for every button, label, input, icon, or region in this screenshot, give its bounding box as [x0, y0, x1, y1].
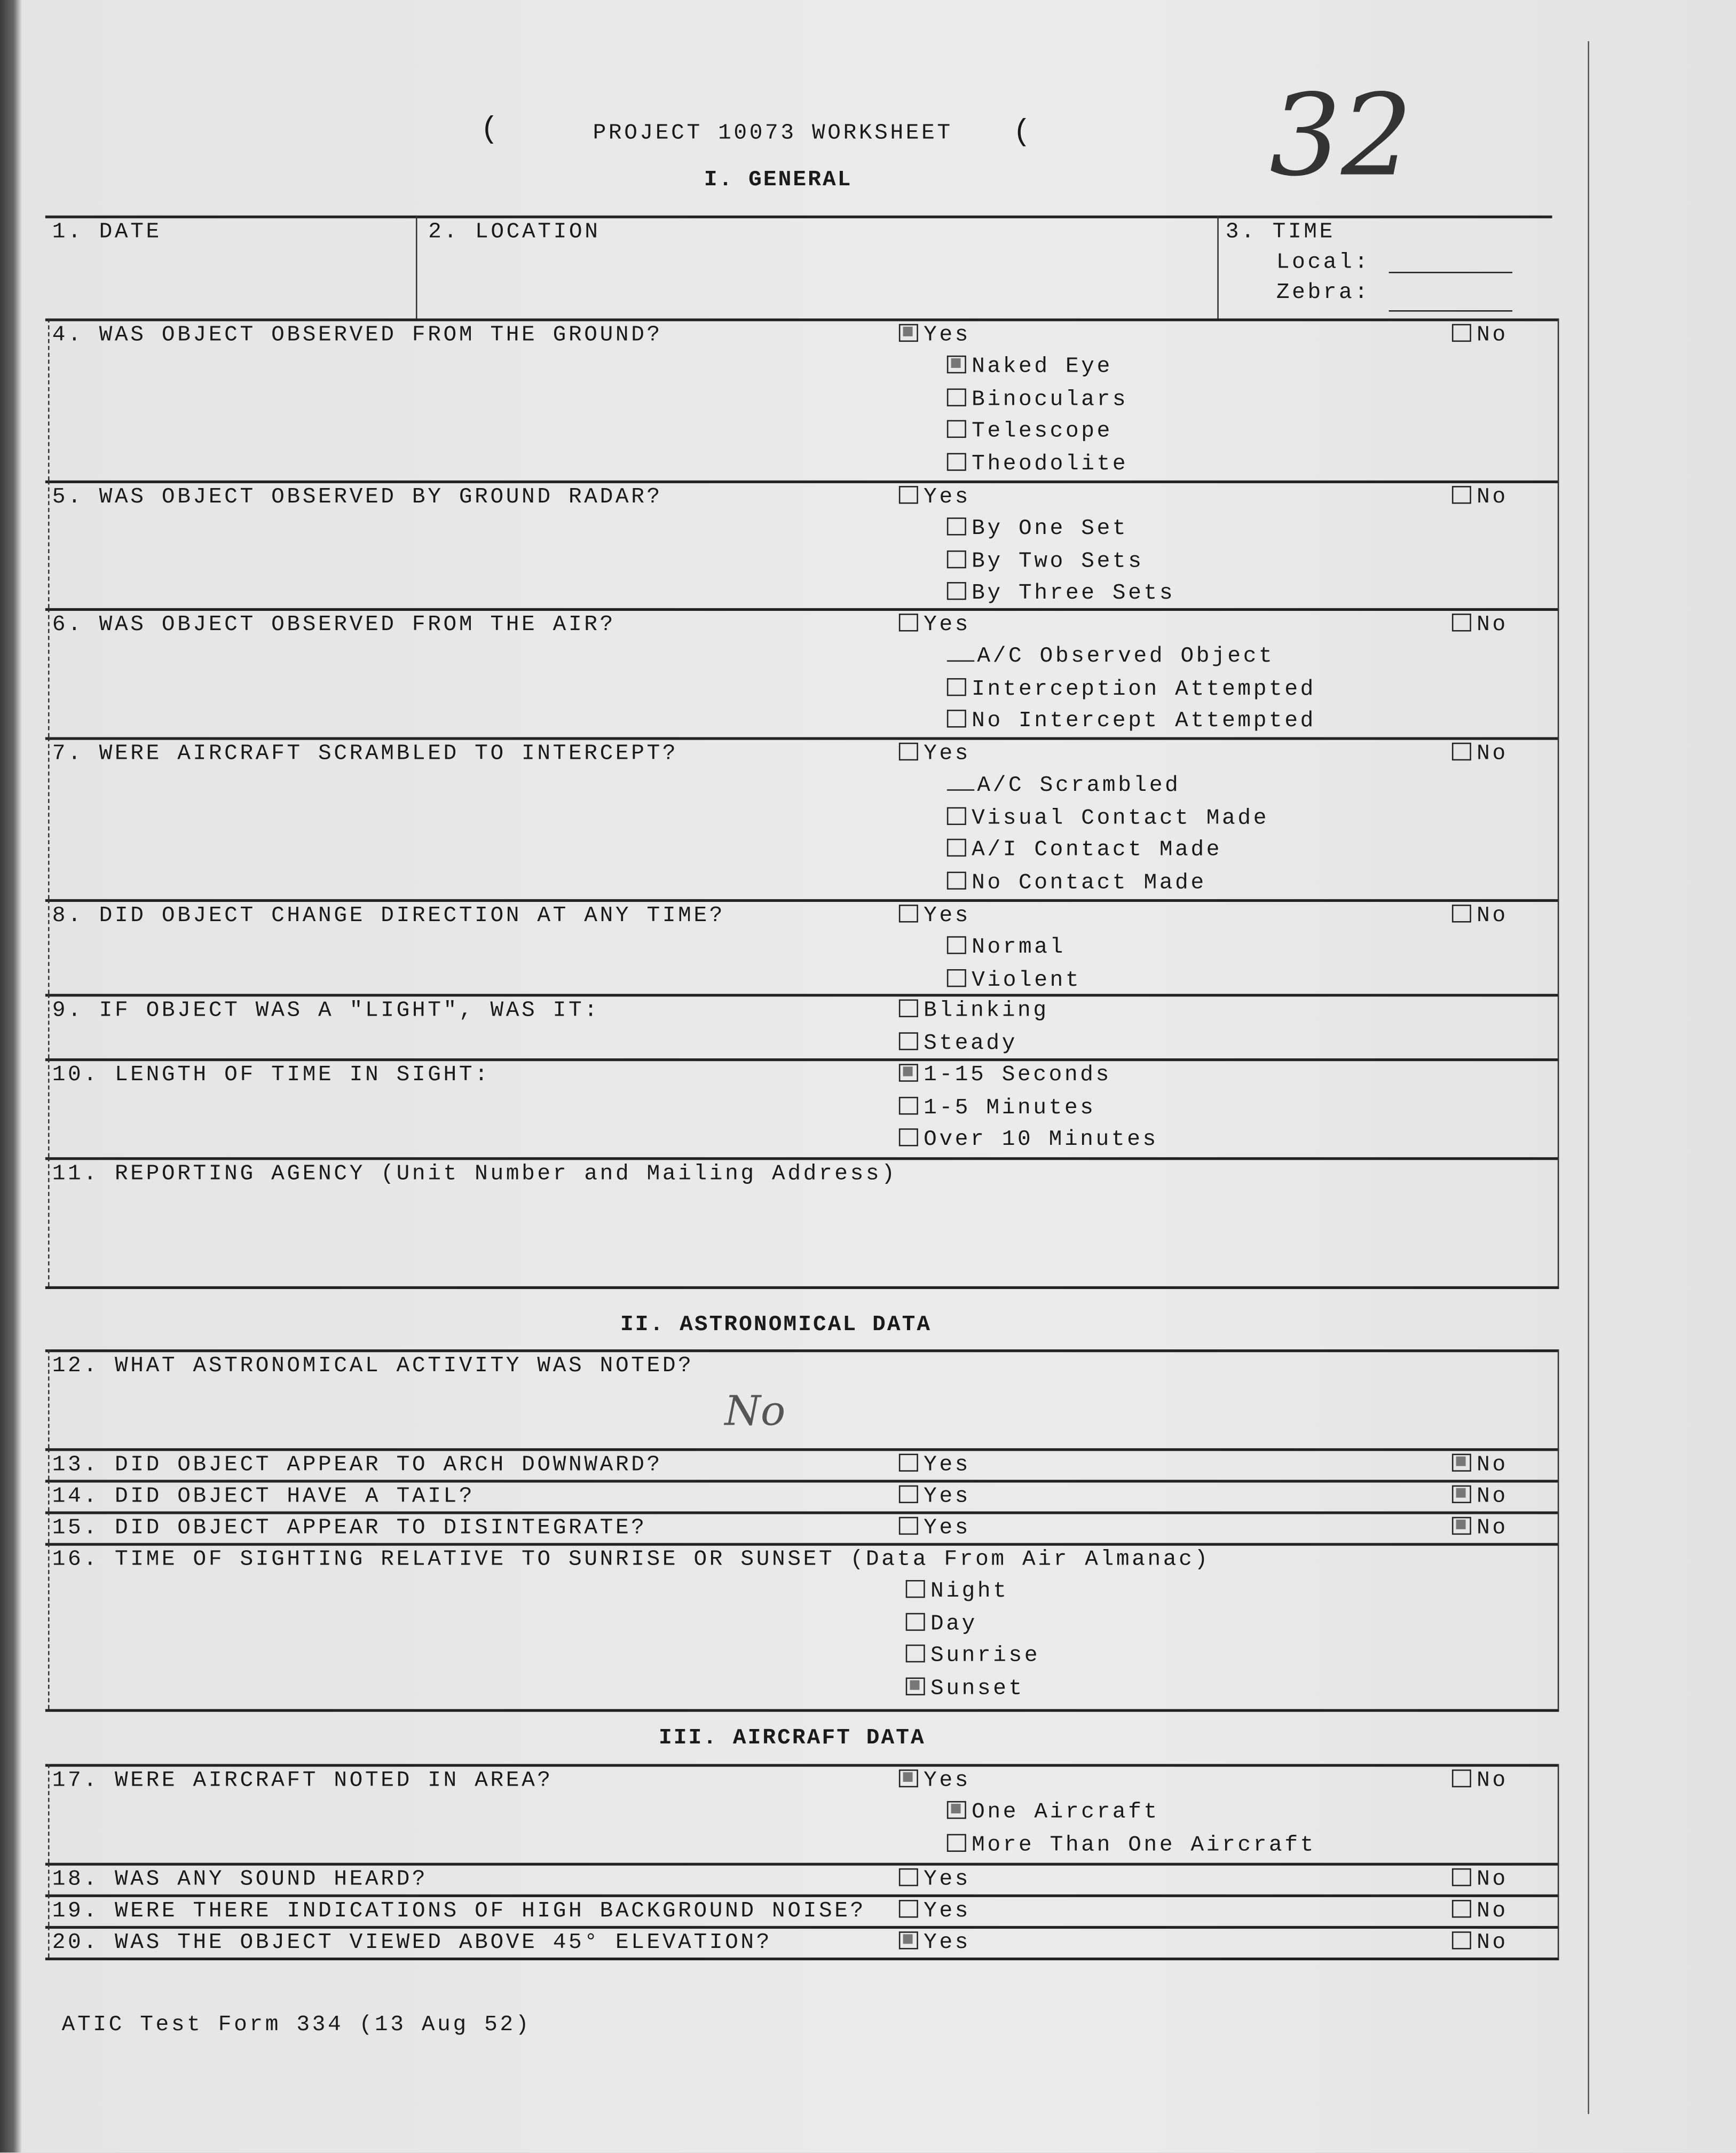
divider	[48, 737, 50, 899]
checkbox[interactable]	[947, 517, 966, 535]
no-checkbox[interactable]	[1452, 1898, 1508, 1923]
no-checkbox[interactable]	[1452, 741, 1508, 766]
question-text: WAS OBJECT OBSERVED BY GROUND RADAR?	[99, 484, 662, 509]
option-checkbox[interactable]	[899, 998, 1049, 1023]
paren-mark: (	[480, 112, 501, 147]
yes-checkbox[interactable]	[899, 1452, 970, 1477]
checkbox-label: Yes	[924, 1898, 971, 1923]
checkbox[interactable]	[899, 614, 918, 631]
yes-checkbox[interactable]	[899, 1768, 970, 1793]
checkbox-label: Normal	[972, 934, 1066, 960]
rule	[45, 737, 1559, 740]
checkbox-label: Yes	[924, 1930, 971, 1955]
question-17	[52, 1768, 553, 1793]
question-number: 6.	[52, 612, 84, 637]
yes-checkbox[interactable]	[899, 903, 970, 928]
checkbox[interactable]	[947, 871, 966, 889]
question-15	[52, 1515, 647, 1540]
checkbox[interactable]	[899, 743, 918, 760]
divider	[1558, 899, 1559, 994]
question-text: WAS ANY SOUND HEARD?	[114, 1867, 428, 1892]
rule	[45, 1448, 1559, 1451]
divider	[1558, 1349, 1559, 1448]
checkbox-label: Yes	[924, 1768, 971, 1793]
yes-checkbox[interactable]	[899, 741, 970, 766]
option-checkbox[interactable]	[947, 451, 1128, 476]
checkbox-label: One Aircraft	[972, 1800, 1159, 1825]
divider	[1558, 1764, 1559, 1863]
checkbox-label: Night	[930, 1578, 1009, 1604]
checkbox-label: A/I Contact Made	[972, 837, 1222, 862]
question-text: DID OBJECT CHANGE DIRECTION AT ANY TIME?	[99, 903, 725, 928]
divider	[416, 216, 417, 319]
rule	[45, 1895, 1559, 1897]
checkbox[interactable]	[1452, 486, 1471, 504]
checkbox[interactable]	[899, 324, 918, 342]
question-number: 7.	[52, 741, 84, 766]
checkbox[interactable]	[1452, 324, 1471, 342]
divider	[1558, 994, 1559, 1058]
divider	[48, 1511, 50, 1543]
checkbox-label: Day	[930, 1610, 977, 1636]
option-checkbox[interactable]	[899, 1063, 1111, 1087]
yes-checkbox[interactable]	[899, 323, 970, 347]
checkbox[interactable]	[899, 1517, 918, 1535]
handwritten-page-number: 32	[1269, 71, 1413, 202]
question-8	[52, 903, 725, 928]
divider	[48, 1926, 50, 1958]
question-number: 19.	[52, 1898, 99, 1923]
divider	[48, 1480, 50, 1511]
divider	[1558, 1448, 1559, 1480]
section-astronomical-heading: II. ASTRONOMICAL DATA	[620, 1312, 932, 1337]
question-19	[52, 1898, 866, 1923]
local-time-field[interactable]	[1389, 272, 1512, 273]
option-checkbox[interactable]	[947, 805, 1269, 830]
no-checkbox[interactable]	[1452, 1867, 1508, 1891]
checkbox-label: 1-5 Minutes	[924, 1095, 1096, 1120]
yes-checkbox[interactable]	[899, 612, 970, 637]
checkbox-label: Yes	[924, 323, 971, 348]
question-number: 18.	[52, 1867, 99, 1892]
option-checkbox[interactable]	[947, 935, 1066, 960]
question-text: WAS THE OBJECT VIEWED ABOVE 45° ELEVATION?	[114, 1930, 772, 1955]
option-checkbox[interactable]	[906, 1578, 1009, 1603]
no-checkbox[interactable]	[1452, 1484, 1508, 1508]
rule	[45, 1157, 1559, 1160]
checkbox-label: Yes	[924, 612, 971, 637]
option-checkbox[interactable]	[899, 1095, 1096, 1119]
checkbox[interactable]	[947, 356, 966, 373]
checkbox-label: No	[1477, 1930, 1508, 1955]
checkbox-label: Yes	[924, 1867, 971, 1892]
option-checkbox[interactable]	[899, 1030, 1017, 1055]
divider	[1217, 216, 1219, 319]
question-number: 8.	[52, 903, 84, 928]
option-checkbox[interactable]	[947, 354, 1112, 379]
divider	[48, 481, 50, 608]
checkbox-label: No	[1477, 1898, 1508, 1923]
checkbox[interactable]	[899, 1096, 918, 1114]
divider	[1558, 1926, 1559, 1958]
question-number: 12.	[52, 1353, 99, 1379]
zebra-time-field[interactable]	[1389, 310, 1512, 312]
question-number: 16.	[52, 1547, 99, 1572]
checkbox[interactable]	[899, 1128, 918, 1146]
checkbox-label: Visual Contact Made	[972, 805, 1269, 830]
option-checkbox[interactable]	[947, 676, 1316, 701]
time-label: 3. TIME	[1225, 219, 1335, 245]
question-text: TIME OF SIGHTING RELATIVE TO SUNRISE OR SUNSET (Data From Air Almanac)	[114, 1547, 1210, 1572]
divider	[48, 994, 50, 1058]
checkbox[interactable]	[899, 1032, 918, 1049]
rule	[45, 1349, 1559, 1352]
question-text: WERE AIRCRAFT NOTED IN AREA?	[114, 1768, 553, 1793]
checkbox[interactable]	[906, 1677, 925, 1694]
checkbox[interactable]	[899, 1900, 918, 1918]
checkbox-label: Over 10 Minutes	[924, 1127, 1158, 1152]
option-checkbox[interactable]	[947, 967, 1081, 992]
checkbox-label: No	[1477, 1867, 1508, 1892]
option-checkbox[interactable]	[906, 1643, 1040, 1668]
checkbox[interactable]	[1452, 1517, 1471, 1535]
checkbox[interactable]	[1452, 614, 1471, 631]
checkbox[interactable]	[947, 969, 966, 986]
paren-mark: (	[1013, 115, 1033, 150]
rule	[45, 1286, 1559, 1289]
checkbox-label: Naked Eye	[972, 354, 1112, 379]
checkbox[interactable]	[899, 1868, 918, 1886]
checkbox-label: No	[1477, 1515, 1508, 1541]
divider	[1558, 481, 1559, 608]
checkbox[interactable]	[1452, 1770, 1471, 1787]
rule	[45, 216, 1552, 218]
checkbox[interactable]	[899, 1453, 918, 1471]
rule	[45, 1863, 1559, 1866]
question-text: IF OBJECT WAS A "LIGHT", WAS IT:	[99, 997, 600, 1023]
option-checkbox[interactable]	[906, 1676, 1024, 1700]
question-number: 17.	[52, 1768, 99, 1793]
checkbox-label: Interception Attempted	[972, 676, 1316, 701]
rule	[45, 1480, 1559, 1482]
rule	[45, 481, 1559, 483]
option-checkbox[interactable]	[947, 773, 1181, 797]
checkbox[interactable]	[947, 936, 966, 954]
checkbox-label: No	[1477, 903, 1508, 928]
section-aircraft-heading: III. AIRCRAFT DATA	[658, 1725, 926, 1750]
rule	[45, 608, 1559, 611]
checkbox-label: No	[1477, 741, 1508, 766]
divider	[48, 608, 50, 737]
question-text: REPORTING AGENCY (Unit Number and Mailing Address)	[114, 1161, 897, 1186]
question-text: WHAT ASTRONOMICAL ACTIVITY WAS NOTED?	[114, 1353, 694, 1379]
yes-checkbox[interactable]	[899, 1867, 970, 1891]
yes-checkbox[interactable]	[899, 1898, 970, 1923]
checkbox[interactable]	[906, 1612, 925, 1630]
checkbox-label: By Two Sets	[972, 548, 1144, 573]
option-checkbox[interactable]	[947, 1800, 1159, 1824]
question-5	[52, 484, 662, 509]
question-12	[52, 1354, 694, 1378]
checkbox-label: Sunrise	[930, 1643, 1040, 1668]
yes-checkbox[interactable]	[899, 1930, 970, 1955]
zebra-time-label: Zebra:	[1276, 280, 1370, 305]
question-20	[52, 1930, 772, 1955]
divider	[1558, 1863, 1559, 1895]
checkbox-label: No	[1477, 1768, 1508, 1793]
checkbox-label: Yes	[924, 1452, 971, 1478]
checkbox-label: Blinking	[924, 997, 1049, 1023]
checkbox[interactable]	[906, 1580, 925, 1598]
question-6	[52, 612, 616, 637]
option-checkbox[interactable]	[906, 1611, 977, 1636]
no-checkbox[interactable]	[1452, 323, 1508, 347]
question-text: WERE AIRCRAFT SCRAMBLED TO INTERCEPT?	[99, 741, 678, 766]
divider	[1558, 1511, 1559, 1543]
divider	[1558, 1157, 1559, 1286]
question-9	[52, 998, 600, 1023]
question-number: 15.	[52, 1515, 99, 1541]
question-number: 14.	[52, 1484, 99, 1509]
checkbox[interactable]	[1452, 905, 1471, 922]
no-checkbox[interactable]	[1452, 1515, 1508, 1540]
divider	[1558, 1480, 1559, 1511]
checkbox[interactable]	[1452, 1453, 1471, 1471]
yes-checkbox[interactable]	[899, 1515, 970, 1540]
checkbox[interactable]	[947, 388, 966, 405]
local-time-label: Local:	[1276, 249, 1370, 275]
form-title: PROJECT 10073 WORKSHEET	[593, 121, 953, 146]
question-16	[52, 1547, 1210, 1571]
rule	[45, 994, 1559, 996]
rule	[45, 1709, 1559, 1712]
checkbox-label: No Contact Made	[972, 869, 1206, 894]
question-number: 5.	[52, 484, 84, 509]
checkbox[interactable]	[899, 1770, 918, 1787]
checkbox-label: No	[1477, 323, 1508, 348]
question-text: LENGTH OF TIME IN SIGHT:	[114, 1062, 491, 1088]
option-checkbox[interactable]	[947, 837, 1222, 862]
option-checkbox[interactable]	[947, 644, 1274, 669]
option-checkbox[interactable]	[947, 709, 1316, 733]
question-text: WAS OBJECT OBSERVED FROM THE GROUND?	[99, 323, 662, 348]
checkbox-label: No Intercept Attempted	[972, 708, 1316, 733]
question-10	[52, 1063, 491, 1087]
question-text: WERE THERE INDICATIONS OF HIGH BACKGROUND NOISE?	[114, 1898, 866, 1923]
question-4	[52, 323, 662, 347]
question-number: 13.	[52, 1452, 99, 1478]
no-checkbox[interactable]	[1452, 484, 1508, 509]
checkbox[interactable]	[947, 806, 966, 824]
date-label: 1. DATE	[52, 219, 162, 245]
divider	[48, 1764, 50, 1863]
rule	[45, 1511, 1559, 1514]
divider	[48, 1058, 50, 1157]
rule	[45, 1058, 1559, 1061]
checkbox[interactable]	[899, 1064, 918, 1081]
checkbox-label: Yes	[924, 741, 971, 766]
divider	[48, 899, 50, 994]
rule	[45, 1764, 1559, 1766]
checkbox-label: Telescope	[972, 419, 1112, 444]
checkbox[interactable]	[899, 905, 918, 922]
question-number: 9.	[52, 997, 84, 1023]
question-number: 4.	[52, 323, 84, 348]
yes-checkbox[interactable]	[899, 1484, 970, 1508]
question-number: 11.	[52, 1161, 99, 1186]
checkbox[interactable]	[899, 486, 918, 504]
checkbox[interactable]	[947, 550, 966, 568]
rule	[45, 318, 1559, 321]
divider	[1558, 608, 1559, 737]
rule	[45, 1958, 1559, 1960]
divider	[1558, 318, 1559, 480]
handwritten-answer: No	[724, 1388, 786, 1436]
option-checkbox[interactable]	[947, 580, 1175, 605]
page-edge-line	[1588, 41, 1589, 2114]
checkbox[interactable]	[947, 420, 966, 438]
checkbox[interactable]	[947, 1801, 966, 1819]
question-14	[52, 1484, 475, 1508]
question-18	[52, 1867, 428, 1891]
option-checkbox[interactable]	[947, 1832, 1316, 1857]
rule	[45, 899, 1559, 902]
checkbox-label: No	[1477, 612, 1508, 637]
no-checkbox[interactable]	[1452, 1452, 1508, 1477]
no-checkbox[interactable]	[1452, 612, 1508, 637]
option-checkbox[interactable]	[947, 548, 1144, 573]
checkbox-label: Theodolite	[972, 451, 1129, 476]
checkbox-label: Steady	[924, 1030, 1018, 1055]
checkbox[interactable]	[947, 839, 966, 857]
section-general-heading: I. GENERAL	[704, 167, 853, 192]
checkbox[interactable]	[1452, 1931, 1471, 1949]
option-checkbox[interactable]	[899, 1127, 1158, 1152]
checkbox-label: By One Set	[972, 516, 1129, 541]
question-text: DID OBJECT HAVE A TAIL?	[114, 1484, 475, 1509]
divider	[1558, 737, 1559, 899]
form-footer: ATIC Test Form 334 (13 Aug 52)	[61, 2012, 532, 2038]
checkbox[interactable]	[947, 678, 966, 695]
divider	[48, 1543, 50, 1709]
divider	[1558, 1895, 1559, 1926]
divider	[48, 318, 50, 480]
checkbox-label: By Three Sets	[972, 580, 1175, 606]
blank-line[interactable]	[947, 789, 974, 791]
option-checkbox[interactable]	[947, 870, 1206, 894]
checkbox-label: More Than One Aircraft	[972, 1832, 1316, 1857]
question-7	[52, 741, 678, 766]
checkbox[interactable]	[1452, 1486, 1471, 1503]
question-11	[52, 1161, 897, 1186]
no-checkbox[interactable]	[1452, 1768, 1508, 1793]
checkbox-label: Yes	[924, 1515, 971, 1541]
checkbox-label: Yes	[924, 903, 971, 928]
checkbox[interactable]	[906, 1645, 925, 1662]
checkbox-label: No	[1477, 484, 1508, 509]
divider	[1558, 1058, 1559, 1157]
yes-checkbox[interactable]	[899, 484, 970, 509]
divider	[48, 1895, 50, 1926]
divider	[48, 1349, 50, 1448]
checkbox[interactable]	[1452, 1900, 1471, 1918]
checkbox-label: No	[1477, 1484, 1508, 1509]
option-checkbox[interactable]	[947, 419, 1112, 443]
no-checkbox[interactable]	[1452, 1930, 1508, 1955]
checkbox-label: Binoculars	[972, 386, 1129, 411]
option-checkbox[interactable]	[947, 516, 1128, 541]
checkbox-label: Sunset	[930, 1675, 1024, 1700]
question-text: WAS OBJECT OBSERVED FROM THE AIR?	[99, 612, 616, 637]
checkbox[interactable]	[947, 710, 966, 727]
blank-line[interactable]	[947, 661, 974, 662]
checkbox[interactable]	[1452, 1868, 1471, 1886]
question-text: DID OBJECT APPEAR TO ARCH DOWNWARD?	[114, 1452, 662, 1478]
checkbox[interactable]	[899, 1931, 918, 1949]
question-number: 20.	[52, 1930, 99, 1955]
checkbox-label: Violent	[972, 967, 1082, 992]
divider	[1558, 1543, 1559, 1709]
option-checkbox[interactable]	[947, 387, 1128, 411]
no-checkbox[interactable]	[1452, 903, 1508, 928]
checkbox[interactable]	[899, 1486, 918, 1503]
divider	[48, 1863, 50, 1895]
question-13	[52, 1452, 662, 1477]
question-number: 10.	[52, 1062, 99, 1088]
checkbox[interactable]	[947, 1833, 966, 1851]
checkbox[interactable]	[899, 1000, 918, 1017]
checkbox-label: Yes	[924, 484, 971, 509]
location-label: 2. LOCATION	[428, 219, 601, 245]
rule	[45, 1926, 1559, 1929]
rule	[45, 1543, 1559, 1546]
checkbox-label: A/C Scrambled	[977, 773, 1181, 798]
question-text: DID OBJECT APPEAR TO DISINTEGRATE?	[114, 1515, 647, 1541]
checkbox-label: Yes	[924, 1484, 971, 1509]
divider	[48, 1157, 50, 1286]
checkbox[interactable]	[947, 452, 966, 470]
checkbox[interactable]	[1452, 743, 1471, 760]
checkbox-label: A/C Observed Object	[977, 643, 1275, 669]
divider	[48, 1448, 50, 1480]
checkbox[interactable]	[947, 582, 966, 600]
checkbox-label: No	[1477, 1452, 1508, 1478]
checkbox-label: 1-15 Seconds	[924, 1062, 1111, 1088]
